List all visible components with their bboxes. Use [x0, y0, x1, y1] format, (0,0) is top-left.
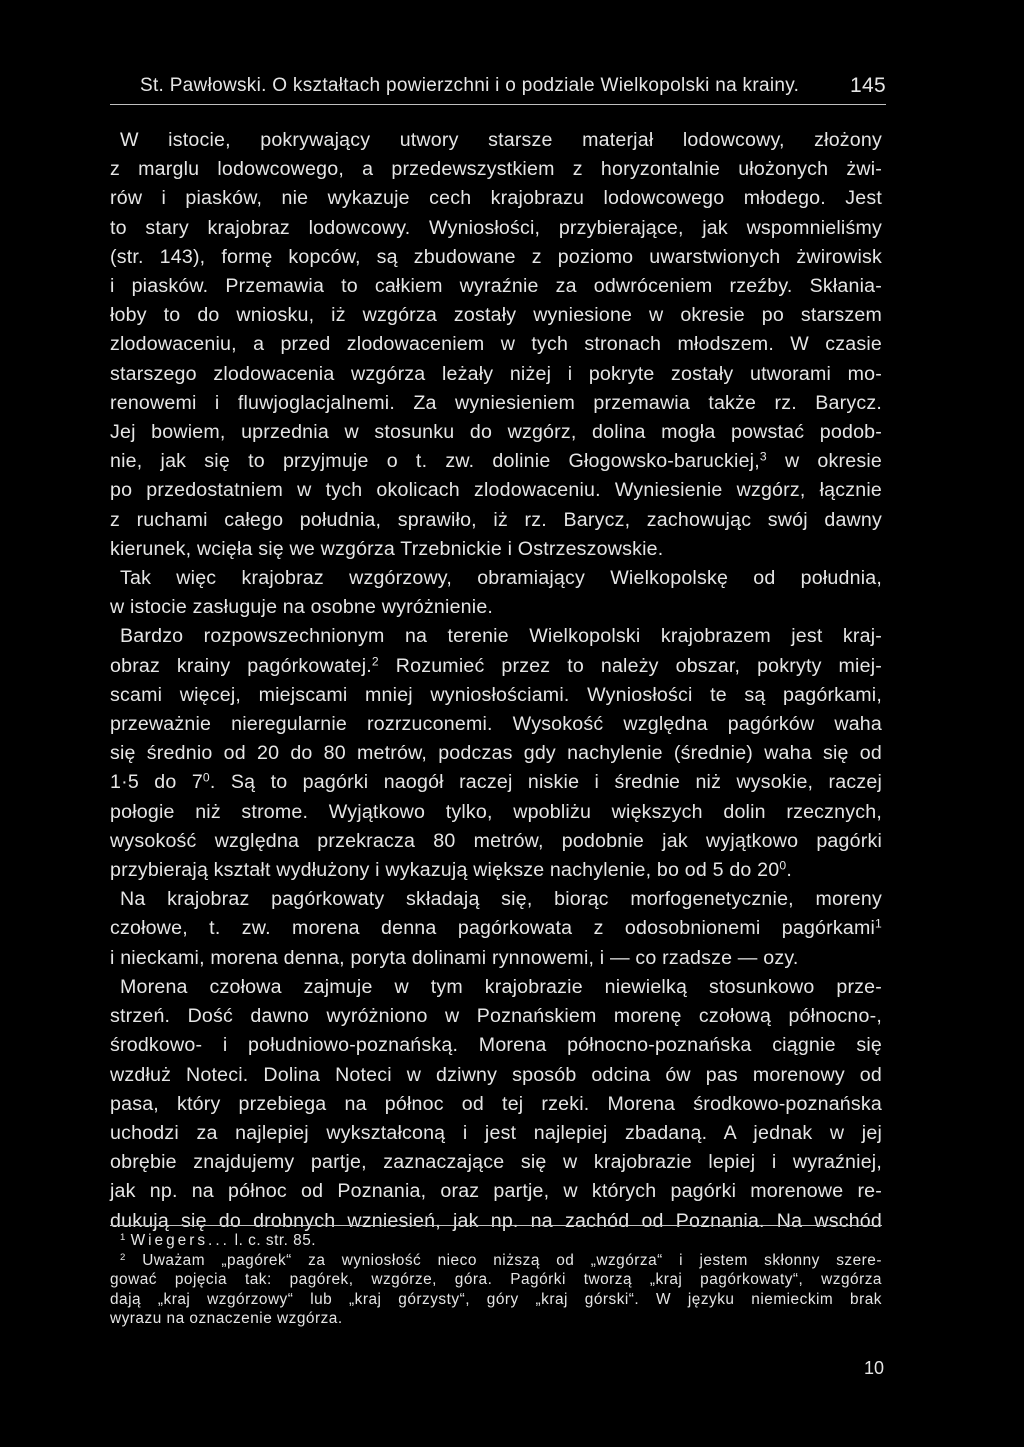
text-line: kierunek, wcięła się we wzgórza Trzebnickie i Ostrzeszowskie. — [110, 537, 664, 560]
text-line: z ruchami całego południa, sprawiło, iż rz. Barycz, zachowując swój dawny — [110, 508, 882, 531]
text-line: dukują się do drobnych wzniesień, jak np. na zachód od Poznania. Na wschód — [110, 1209, 882, 1232]
footnote-1 — [110, 1231, 882, 1251]
text-line: to stary krajobraz lodowcowy. Wyniosłości, przybierające, jak wspomnieliśmy — [110, 216, 882, 239]
text-line: renowemi i fluwjoglacjalnemi. Za wyniesieniem przemawia także rz. Barycz. — [110, 391, 882, 414]
footnote-rule — [110, 1225, 882, 1226]
text-line: scami więcej, miejscami mniej wyniosłościami. Wyniosłości te są pagórkami, — [110, 683, 882, 706]
text-line: rów i piasków, nie wykazuje cech krajobrazu lodowcowego młodego. Jest — [110, 187, 882, 210]
paragraph-1 — [110, 126, 882, 564]
text-line — [110, 447, 882, 476]
text-fragment: czołowe, t. zw. morena denna pagórkowata z odosobnionemi pagórkami — [110, 917, 876, 940]
footnote-ref[interactable]: 2 — [371, 653, 379, 668]
text-line: wysokość względna przekracza 80 metrów, podobnie jak wyjątkowo pagórki — [110, 829, 882, 852]
body-text — [110, 126, 882, 1236]
text-line: Tak więc krajobraz wzgórzowy, obramiający Wielkopolskę od południa, — [120, 567, 882, 590]
running-title: St. Pawłowski. O kształtach powierzchni i o podziale Wielkopolski na krainy. — [140, 75, 800, 96]
degree-mark: 0 — [779, 858, 787, 873]
page-number: 145 — [850, 74, 886, 97]
text-fragment: przybierają kształt wydłużony i wykazują większe nachylenie, bo od 5 do 20 — [110, 859, 780, 882]
folio-number: 10 — [863, 1358, 884, 1378]
text-line: Bardzo rozpowszechnionym na terenie Wielkopolski krajobrazem jest kraj- — [120, 625, 882, 648]
text-line: w istocie zasługuje na osobne wyróżnienie. — [110, 596, 494, 619]
footnote-ref[interactable]: 1 — [875, 916, 882, 931]
text-line: się średnio od 20 do 80 metrów, podczas gdy nachylenie (średnie) waha się od — [110, 742, 882, 765]
text-line: i piasków. Przemawia to całkiem wyraźnie za odwróceniem rzeźby. Skłania- — [110, 275, 882, 298]
footnote-2 — [110, 1251, 882, 1329]
text-line: starszego zlodowacenia wzgórza leżały niżej i pokryte zostały utworami mo- — [110, 362, 882, 385]
footnote-text: l. c. str. 85. — [229, 1232, 317, 1249]
text-fragment: . Są to pagórki naogół raczej niskie i średnie niż wysokie, raczej — [209, 771, 883, 794]
header-rule — [110, 104, 886, 105]
text-fragment: Rozumieć przez to należy obszar, pokryty miej- — [378, 654, 882, 677]
paragraph-2 — [110, 564, 882, 622]
footnote-mark: 1 — [120, 1231, 126, 1243]
paragraph-5 — [110, 973, 882, 1236]
text-line: łoby to do wniosku, iż wzgórza zostały wyniesione w okresie po starszem — [110, 304, 882, 327]
text-fragment: 1·5 do 7 — [110, 771, 203, 794]
footnote-line — [110, 1251, 882, 1271]
text-line — [110, 856, 882, 885]
text-line: wzdłuż Noteci. Dolina Noteci w dziwny sposób odcina ów pas morenowy od — [110, 1063, 882, 1086]
footnote-ref[interactable]: 3 — [759, 449, 767, 464]
text-line: po przedostatniem w tych okolicach zlodowaceniu. Wyniesienie wzgórz, łącznie — [110, 479, 882, 502]
text-line: środkowo- i południowo-poznańską. Morena północno-poznańska ciągnie się — [110, 1034, 882, 1057]
footnote-line: dają „kraj wzgórzowy“ lub „kraj górzysty“, góry „kraj górski“. W języku niemieckim brak — [110, 1290, 882, 1308]
text-line: uchodzi za najlepiej wykształconą i jest najlepiej zbadaną. A jednak w jej — [110, 1121, 882, 1144]
text-line: Jej bowiem, uprzednia w stosunku do wzgórz, dolina mogła powstać podob- — [110, 421, 882, 444]
text-fragment: nie, jak się to przyjmuje o t. zw. dolinie Głogowsko-baruckiej, — [110, 450, 760, 473]
text-line: (str. 143), formę kopców, są zbudowane z poziomo uwarstwionych żwirowisk — [110, 245, 882, 268]
footnotes — [110, 1231, 882, 1329]
degree-mark: 0 — [202, 770, 210, 785]
text-fragment: . — [786, 859, 792, 882]
text-line: W istocie, pokrywający utwory starsze materjał lodowcowy, złożony — [120, 129, 882, 151]
footnote-line: wyrazu na oznaczenie wzgórza. — [110, 1310, 343, 1328]
footnote-author: Wiegers... — [130, 1232, 230, 1249]
text-line — [110, 768, 882, 797]
text-line: Na krajobraz pagórkowaty składają się, biorąc morfogenetycznie, moreny — [120, 888, 882, 911]
text-line: obrębie znajdujemy partje, zaznaczające się w krajobrazie lepiej i wyraźniej, — [110, 1151, 882, 1174]
text-fragment: obraz krainy pagórkowatej. — [110, 654, 372, 677]
text-fragment: Uważam „pagórek“ za wyniosłość nieco niższą od „wzgórza“ i jestem skłonny szere- — [142, 1251, 882, 1269]
text-line: strzeń. Dość dawno wyróżniono w Poznańskiem morenę czołową północno-, — [110, 1005, 882, 1028]
text-line: pasa, który przebiega na północ od tej rzeki. Morena środkowo-poznańska — [110, 1092, 882, 1115]
text-line — [110, 652, 882, 681]
text-fragment: w okresie — [766, 450, 882, 473]
text-line: przeważnie nieregularnie rozrzuconemi. Wysokość względna pagórków waha — [110, 713, 882, 736]
text-line: Morena czołowa zajmuje w tym krajobrazie niewielką stosunkowo prze- — [120, 975, 882, 998]
text-line — [110, 914, 882, 943]
footnote-mark: 2 — [120, 1251, 126, 1263]
text-line: jak np. na północ od Poznania, oraz partje, w których pagórki morenowe re- — [110, 1180, 882, 1203]
paragraph-4 — [110, 885, 882, 973]
text-line: i nieckami, morena denna, poryta dolinami rynnowemi, i — co rzadsze — ozy. — [110, 946, 799, 969]
text-line: z marglu lodowcowego, a przedewszystkiem z horyzontalnie ułożonych żwi- — [110, 158, 882, 181]
paragraph-3 — [110, 622, 882, 885]
text-line: połogie niż strome. Wyjątkowo tylko, wpobliżu większych dolin rzecznych, — [110, 800, 882, 823]
text-line: zlodowaceniu, a przed zlodowaceniem w tych stronach młodszem. W czasie — [110, 333, 882, 356]
footnote-line: gować pojęcia tak: pagórek, wzgórze, góra. Pagórki tworzą „kraj pagórkowaty“, wzgórza — [110, 1271, 882, 1289]
